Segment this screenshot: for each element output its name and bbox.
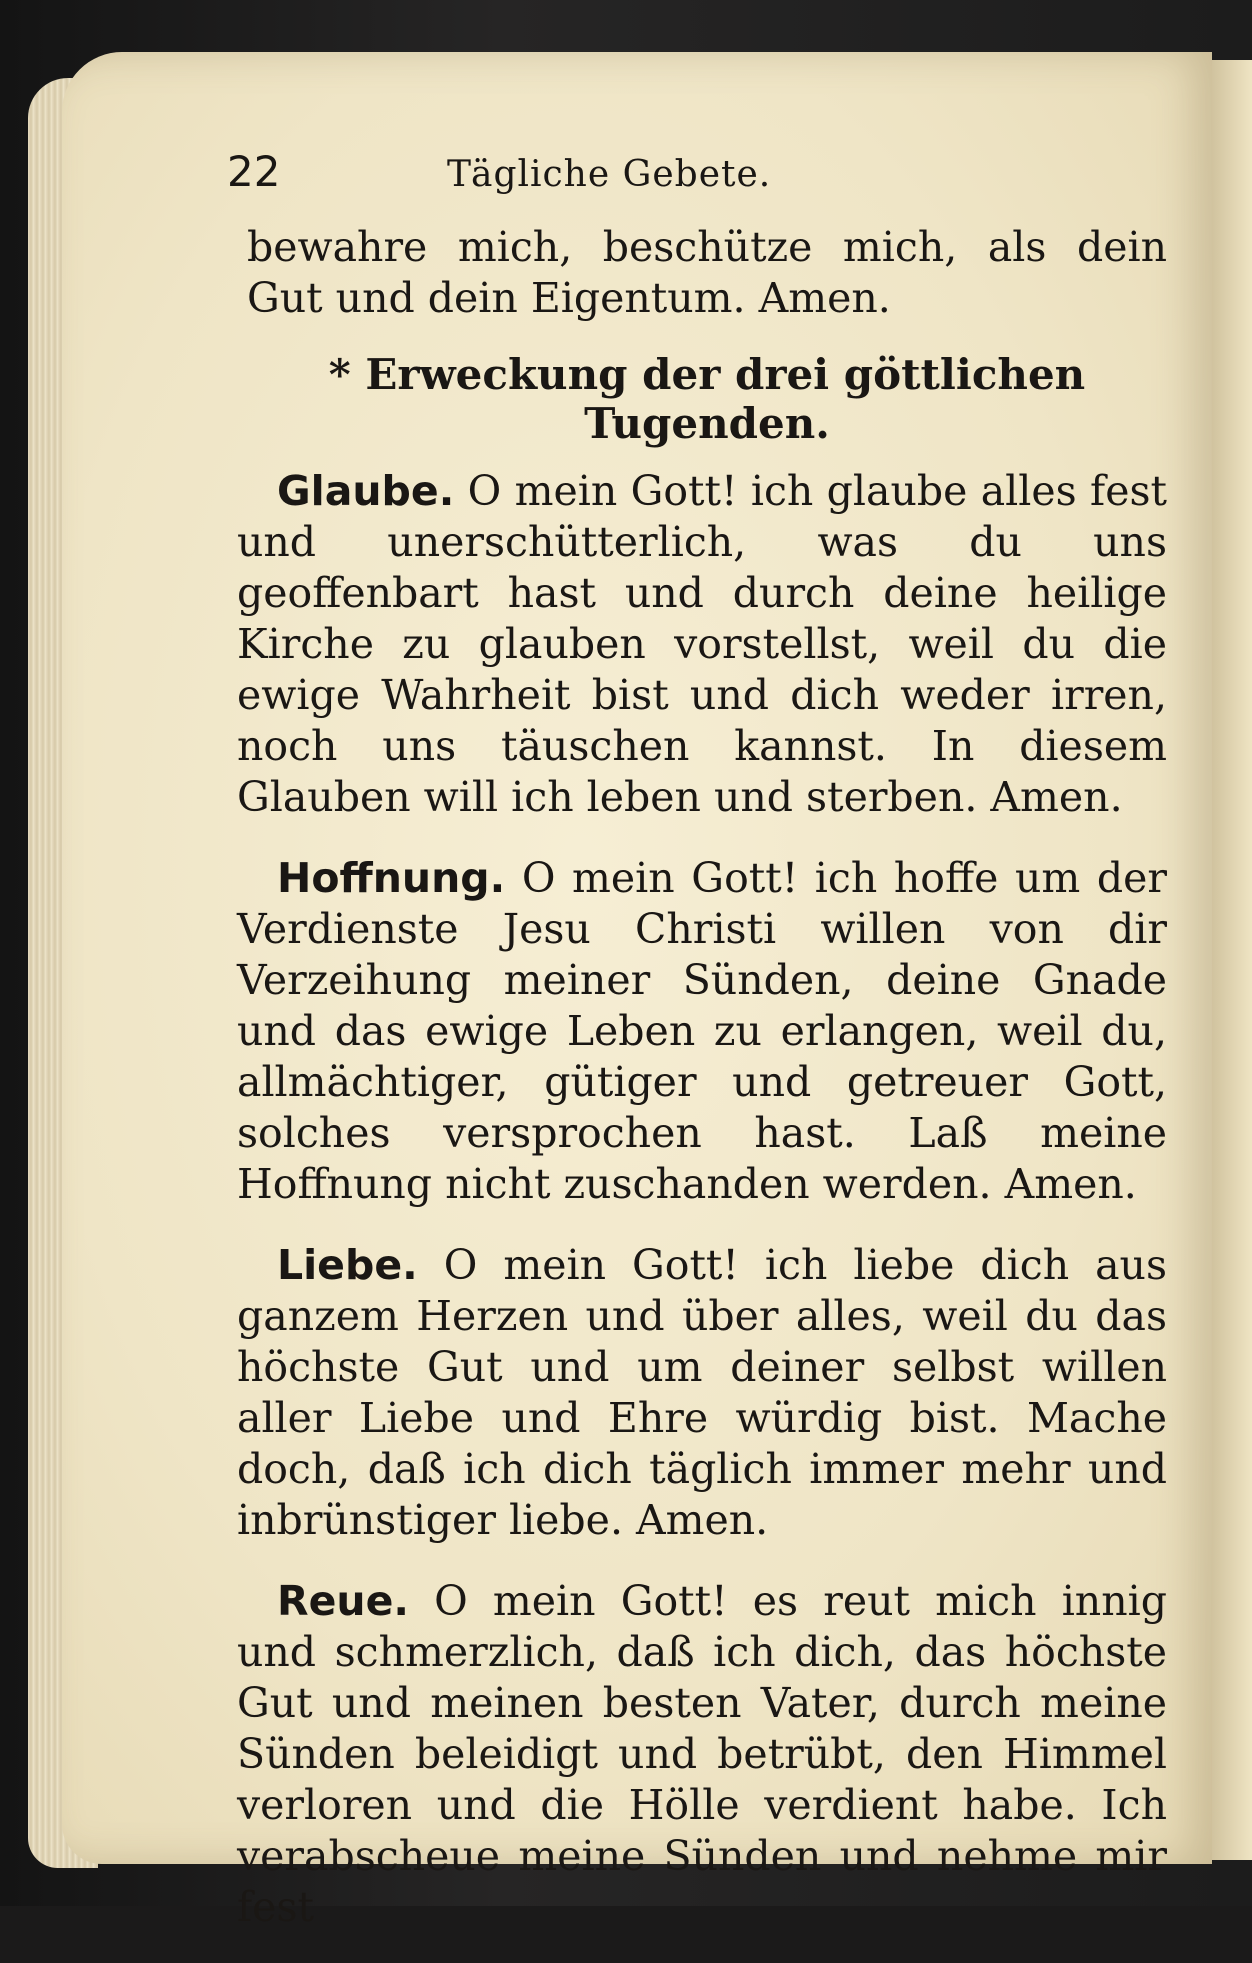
prayer-paragraph (237, 853, 1167, 1210)
prayer-text: O mein Gott! ich liebe dich aus ganzem Herzen und über alles, weil du das höchste Gut und um deiner selbst willen aller Liebe und Ehre würdig bist. Mache doch, daß ich dich täglich immer mehr und inbrünstiger liebe. Amen. (237, 1241, 1167, 1544)
prayer-text: O mein Gott! es reut mich innig und schmerzlich, daß ich dich, das höchste Gut und meinen besten Vater, durch meine Sünden beleidigt und betrübt, den Himmel verloren und die Hölle verdient habe. Ich verabscheue meine Sünden und nehme mir fest (237, 1577, 1167, 1931)
prayer-lead: Reue. (277, 1577, 409, 1625)
prayer-paragraph (237, 1240, 1167, 1546)
book-page (62, 52, 1212, 1931)
prayer-text: O mein Gott! ich hoffe um der Verdienste Jesu Christi willen von dir Verzeihung meiner Sünden, deine Gnade und das ewige Leben zu erlangen, weil du, allmächtiger, gütiger und getreuer Gott, solches versprochen hast. Laß meine Hoffnung nicht zuschanden werden. Amen. (237, 854, 1167, 1208)
prayer-text: O mein Gott! ich glaube alles fest und unerschütterlich, was du uns geoffenbart hast und durch deine heilige Kirche zu glauben vorstellst, weil du die ewige Wahrheit bist und dich weder irren, noch uns täuschen kannst. In diesem Glauben will ich leben und sterben. Amen. (237, 467, 1167, 821)
running-head: Tägliche Gebete. (447, 154, 772, 195)
section-title: * Erweckung der drei göttlichen Tugenden. (328, 350, 1086, 448)
prayer-section-glaube (187, 466, 1167, 823)
page-text (187, 147, 1187, 1963)
page-number: 22 (227, 147, 281, 196)
prayer-paragraph (237, 1576, 1167, 1933)
facing-page-edge (1205, 60, 1252, 1860)
prayer-lead: Glaube. (277, 467, 455, 515)
prayer-section-liebe (187, 1240, 1167, 1546)
page-header (187, 147, 1187, 196)
prayer-paragraph (237, 466, 1167, 823)
prayer-section-reue (187, 1576, 1167, 1933)
prayer-section-hoffnung (187, 853, 1167, 1210)
intro-paragraph: bewahre mich, beschütze mich, als dein Gut und dein Eigentum. Amen. (247, 223, 1167, 322)
prayer-lead: Hoffnung. (277, 854, 506, 902)
prayer-lead: Liebe. (277, 1241, 418, 1289)
